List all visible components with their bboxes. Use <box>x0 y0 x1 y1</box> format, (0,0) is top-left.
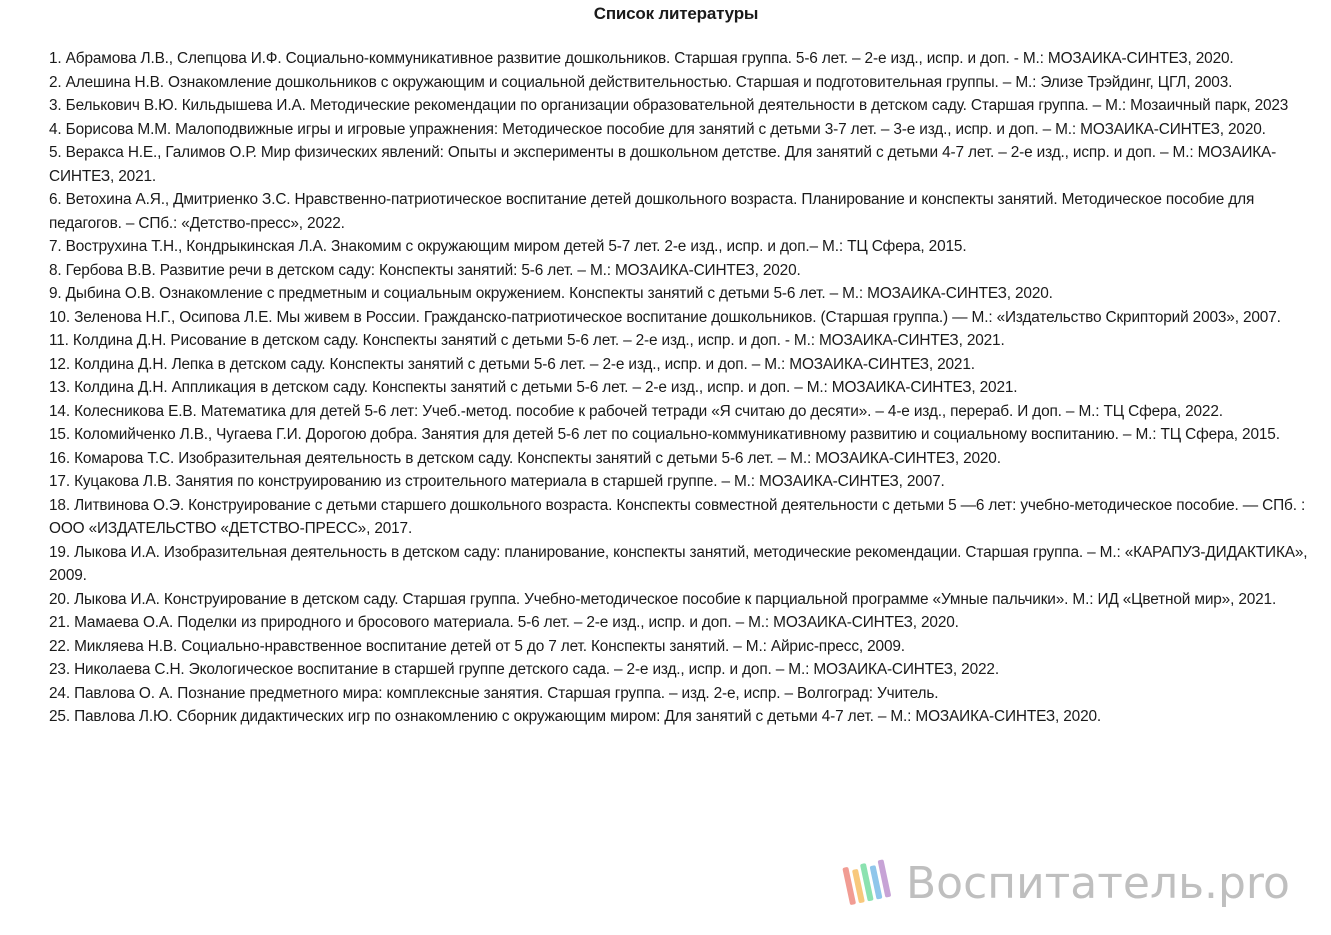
reference-entry: 14. Колесникова Е.В. Математика для детей 5-6 лет: Учеб.-метод. пособие к рабочей тетради «Я считаю до десяти». – 4-е изд., перераб. И доп. – М.: ТЦ Сфера, 2022. <box>49 402 1223 420</box>
watermark <box>840 848 1290 918</box>
reference-entry: 13. Колдина Д.Н. Аппликация в детском саду. Конспекты занятий с детьми 5-6 лет. – 2-е изд., испр. и доп. – М.: МОЗАИКА-СИНТЕЗ, 2021. <box>49 379 1018 396</box>
reference-entry: 8. Гербова В.В. Развитие речи в детском саду: Конспекты занятий: 5-6 лет. – М.: МОЗАИКА-СИНТЕЗ, 2020. <box>49 261 801 279</box>
reference-entry: 17. Куцакова Л.В. Занятия по конструированию из строительного материала в старшей группе. – М.: МОЗАИКА-СИНТЕЗ, 2007. <box>49 473 945 490</box>
reference-entry: 20. Лыкова И.А. Конструирование в детском саду. Старшая группа. Учебно-методическое пособие к парциальной программе «Умные пальчики». М.: ИД «Цветной мир», 2021. <box>49 590 1277 608</box>
reference-entry: 24. Павлова О. А. Познание предметного мира: комплексные занятия. Старшая группа. – изд. 2-е, испр. – Волгоград: Учитель. <box>49 684 939 702</box>
watermark-logo-stripe <box>842 867 856 905</box>
reference-entry: 5. Веракса Н.Е., Галимов О.Р. Мир физических явлений: Опыты и эксперименты в дошкольном детстве. Для занятий с детьми 4-7 лет. – 2-е изд., испр. и доп. – М.: МОЗАИКА-СИНТЕЗ, 2021. <box>49 144 1277 185</box>
reference-list <box>49 47 1311 729</box>
reference-entry: 9. Дыбина О.В. Ознакомление с предметным и социальным окружением. Конспекты занятий с детьми 5-6 лет. – М.: МОЗАИКА-СИНТЕЗ, 2020. <box>49 285 1053 302</box>
reference-entry: 7. Вострухина Т.Н., Кондрыкинская Л.А. Знакомим с окружающим миром детей 5-7 лет. 2-е изд., испр. и доп.– М.: ТЦ Сфера, 2015. <box>49 238 967 255</box>
reference-entry: 16. Комарова Т.С. Изобразительная деятельность в детском саду. Конспекты занятий с детьми 5-6 лет. – М.: МОЗАИКА-СИНТЕЗ, 2020. <box>49 449 1001 467</box>
document-title: Список литературы <box>593 4 759 23</box>
reference-entry: 25. Павлова Л.Ю. Сборник дидактических игр по ознакомлению с окружающим миром: Для занятий с детьми 4-7 лет. – М.: МОЗАИКА-СИНТЕЗ, 2020. <box>49 708 1102 725</box>
reference-entry: 18. Литвинова О.Э. Конструирование с детьми старшего дошкольного возраста. Конспекты совместной деятельности с детьми 5 —6 лет: учебно-методическое пособие. — СПб. : ООО «ИЗДАТЕЛЬСТВО «ДЕТСТВО-ПРЕСС», 2017. <box>49 496 1306 537</box>
reference-entry: 2. Алешина Н.В. Ознакомление дошкольников с окружающим и социальной действительностью. Старшая и подготовительная группы. – М.: Элизе Трэйдинг, ЦГЛ, 2003. <box>49 73 1233 91</box>
reference-entry: 15. Коломийченко Л.В., Чугаева Г.И. Дорогою добра. Занятия для детей 5-6 лет по социально-коммуникативному развитию и социальному воспитанию. – М.: ТЦ Сфера, 2015. <box>49 426 1280 443</box>
reference-entry: 11. Колдина Д.Н. Рисование в детском саду. Конспекты занятий с детьми 5-6 лет. – 2-е изд., испр. и доп. - М.: МОЗАИКА-СИНТЕЗ, 2021. <box>49 332 1005 349</box>
watermark-logo-stripe <box>860 863 874 901</box>
reference-entry: 22. Микляева Н.В. Социально-нравственное воспитание детей от 5 до 7 лет. Конспекты занятий. – М.: Айрис-пресс, 2009. <box>49 637 905 655</box>
reference-entry: 10. Зеленова Н.Г., Осипова Л.Е. Мы живем в России. Гражданско-патриотическое воспитание дошкольников. (Старшая группа.) — М.: «Издательство Скрипторий 2003», 2007. <box>49 308 1281 326</box>
reference-entry: 4. Борисова М.М. Малоподвижные игры и игровые упражнения: Методическое пособие для занятий с детьми 3-7 лет. – 3-е изд., испр. и доп. – М.: МОЗАИКА-СИНТЕЗ, 2020. <box>49 120 1266 138</box>
watermark-logo-icon <box>840 855 896 911</box>
reference-entry: 12. Колдина Д.Н. Лепка в детском саду. Конспекты занятий с детьми 5-6 лет. – 2-е изд., испр. и доп. – М.: МОЗАИКА-СИНТЕЗ, 2021. <box>49 355 975 373</box>
watermark-logo-stripe <box>852 869 865 904</box>
reference-entry: 23. Николаева С.Н. Экологическое воспитание в старшей группе детского сада. – 2-е изд., испр. и доп. – М.: МОЗАИКА-СИНТЕЗ, 2022. <box>49 661 999 678</box>
watermark-logo-stripe <box>878 859 892 897</box>
watermark-text: Воспитатель.pro <box>906 857 1290 909</box>
reference-entry: 1. Абрамова Л.В., Слепцова И.Ф. Социально-коммуникативное развитие дошкольников. Старшая группа. 5-6 лет. – 2-е изд., испр. и доп. - М.: МОЗАИКА-СИНТЕЗ, 2020. <box>49 50 1234 67</box>
watermark-logo-stripe <box>870 865 883 900</box>
reference-entry: 19. Лыкова И.А. Изобразительная деятельность в детском саду: планирование, конспекты занятий, методические рекомендации. Старшая группа. – М.: «КАРАПУЗ-ДИДАКТИКА», 2009. <box>49 543 1308 584</box>
reference-entry: 6. Ветохина А.Я., Дмитриенко З.С. Нравственно-патриотическое воспитание детей дошкольного возраста. Планирование и конспекты занятий. Методическое пособие для педагогов. – СПб.: «Детство-пресс», 2022. <box>49 191 1255 232</box>
reference-entry: 3. Белькович В.Ю. Кильдышева И.А. Методические рекомендации по организации образовательной деятельности в детском саду. Старшая группа. – М.: Мозаичный парк, 2023 <box>49 97 1289 114</box>
reference-entry: 21. Мамаева О.А. Поделки из природного и бросового материала. 5-6 лет. – 2-е изд., испр. и доп. – М.: МОЗАИКА-СИНТЕЗ, 2020. <box>49 614 959 631</box>
